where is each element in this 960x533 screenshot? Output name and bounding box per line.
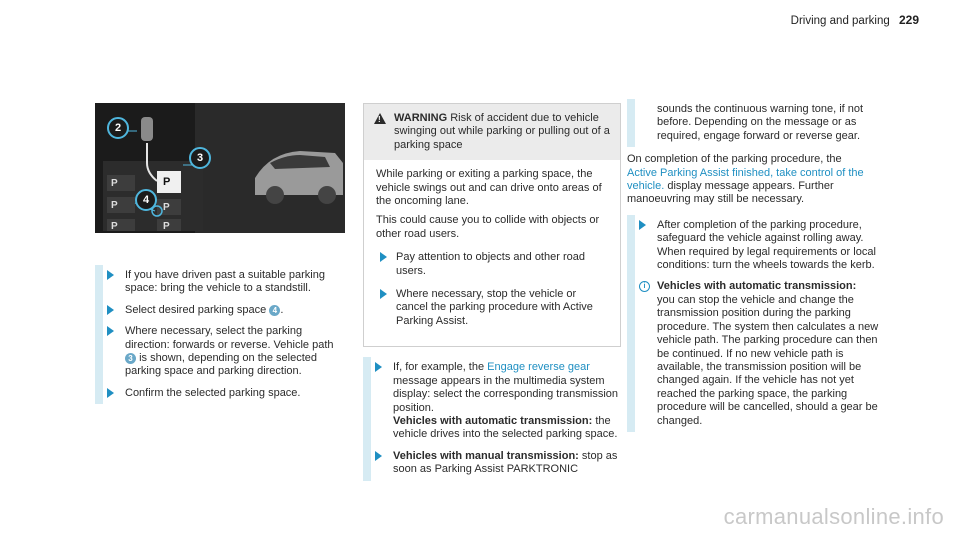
step-arrow-icon <box>107 305 114 315</box>
warning-text-1: While parking or exiting a parking space, the vehicle swings out and can drive onto areas of the oncoming lane. <box>376 168 602 208</box>
warning-triangle-icon <box>374 113 386 124</box>
note-automatic-transmission: i Vehicles with automatic transmission: you can stop the vehicle and change the transmission position during the parking procedure. The system then calculates a new vehicle path. The parking procedure can then be continued. If no new vehicle path is available, the transmission position will be changed again. If the vehicle has not yet reached the parking space, the parking procedure will be cancelled, should a gear be changed. <box>627 280 889 427</box>
step-safeguard-vehicle: After completion of the parking procedure, safeguard the vehicle against rolling away. When required by legal requirements or local conditions: turn the wheels towards the kerb. <box>627 219 889 273</box>
slot-label-p1: P <box>111 178 118 189</box>
warning-label: WARNING <box>394 112 448 124</box>
step-arrow-icon <box>380 289 387 299</box>
page-number: 229 <box>898 13 919 27</box>
warning-step-1: Pay attention to objects and other road users. <box>376 251 610 278</box>
continued-text: sounds the continuous warning tone, if not before. Depending on the message or as required, engage forward or reverse gear. <box>627 103 889 143</box>
step-select-space: Select desired parking space 4 . <box>95 304 345 317</box>
step-stop-vehicle: If you have driven past a suitable parking space: bring the vehicle to a standstill. <box>95 269 345 296</box>
parking-display-graphic <box>95 103 345 233</box>
step-select-direction: Where necessary, select the parking direction: forwards or reverse. Vehicle path 3 is shown, depending on the selected parking space and parking direction. <box>95 325 345 379</box>
step-confirm-space: Confirm the selected parking space. <box>95 387 345 400</box>
step-engage-gear: If, for example, the Engage reverse gear message appears in the multimedia system display: select the corresponding transmission position. Vehicles with automatic transmission: the vehicle drives into the selected parking space. <box>363 361 621 441</box>
callout-ref-4: 4 <box>269 305 280 316</box>
completion-paragraph: On completion of the parking procedure, the Active Parking Assist finished, take control of the vehicle. display message appears. Further manoeuvring may still be necessary. <box>627 153 864 206</box>
step-manual-transmission: Vehicles with manual transmission: stop as soon as Parking Assist PARKTRONIC <box>363 450 621 477</box>
slot-label-p3: P <box>111 221 118 232</box>
step-arrow-icon <box>107 388 114 398</box>
callout-4: 4 <box>135 189 157 211</box>
callout-2: 2 <box>107 117 129 139</box>
slot-label-p2: P <box>111 200 118 211</box>
section-title: Driving and parking <box>790 15 890 27</box>
warning-header <box>364 104 620 160</box>
parking-illustration <box>95 103 345 233</box>
step-arrow-icon <box>380 252 387 262</box>
step-arrow-icon <box>375 451 382 461</box>
step-arrow-icon <box>107 270 114 280</box>
column-3 <box>627 103 889 428</box>
warning-head-text: Risk of accident due to vehicle swinging out while parking or pulling out of a parking space <box>394 112 610 151</box>
warning-body <box>364 160 620 346</box>
step-arrow-icon <box>107 326 114 336</box>
callout-ref-3: 3 <box>125 353 136 364</box>
callout-3: 3 <box>189 147 211 169</box>
page-header <box>791 14 919 28</box>
message-engage-reverse: Engage reverse gear <box>487 361 590 374</box>
column-2 <box>363 103 621 485</box>
info-icon: i <box>639 281 650 292</box>
message-parking-finished: Active Parking Assist finished, take control of the vehicle. <box>627 166 864 193</box>
column-1 <box>95 103 345 408</box>
step-arrow-icon <box>375 362 382 372</box>
watermark: carmanualsonline.info <box>723 503 944 529</box>
slot-label-p4: P <box>163 176 171 188</box>
step-arrow-icon <box>639 220 646 230</box>
slot-label-p5: P <box>163 202 170 213</box>
warning-text-2: This could cause you to collide with objects or other road users. <box>376 214 600 240</box>
slot-label-p6: P <box>163 221 170 232</box>
warning-step-2: Where necessary, stop the vehicle or cancel the parking procedure with Active Parking Assist. <box>376 288 610 328</box>
warning-box <box>363 103 621 347</box>
